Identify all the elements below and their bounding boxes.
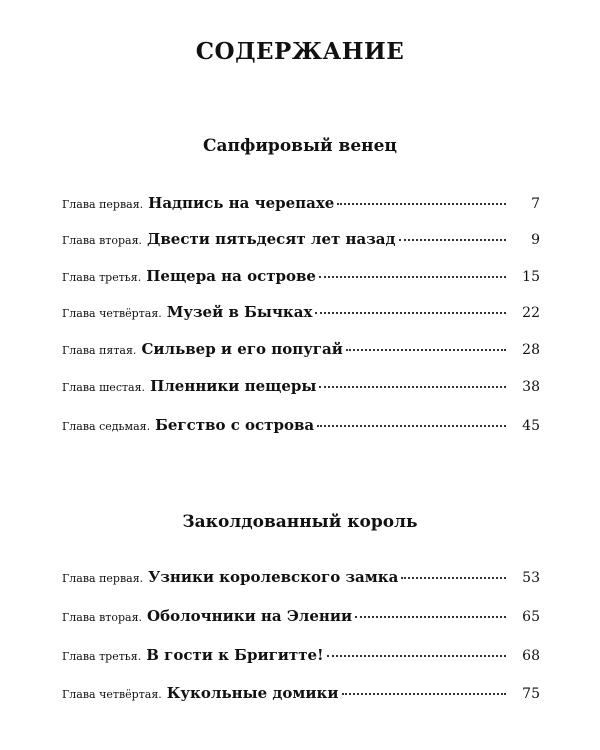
toc-entry[interactable] xyxy=(62,607,540,625)
toc-entry[interactable] xyxy=(62,267,540,285)
section-title: Сапфировый венец xyxy=(203,136,397,156)
page-number: 65 xyxy=(522,609,540,625)
chapter-title: Двести пятьдесят лет назад xyxy=(147,230,396,248)
chapter-title: Кукольные домики xyxy=(166,684,339,702)
chapter-title: Узники королевского замка xyxy=(148,568,399,586)
page-number: 38 xyxy=(522,379,540,395)
chapter-title: Пещера на острове xyxy=(146,267,316,285)
dot-leader xyxy=(337,203,506,205)
page-number: 75 xyxy=(522,686,540,702)
chapter-label: Глава четвёртая. xyxy=(62,688,162,701)
chapter-title: В гости к Бригитте! xyxy=(146,646,324,664)
dot-leader xyxy=(342,693,506,695)
chapter-label: Глава четвёртая. xyxy=(62,307,162,320)
page-title: СОДЕРЖАНИЕ xyxy=(195,38,405,65)
toc-entry[interactable] xyxy=(62,340,540,358)
page-number: 68 xyxy=(522,648,540,664)
page-number: 53 xyxy=(522,570,540,586)
chapter-label: Глава вторая. xyxy=(62,611,143,624)
dot-leader xyxy=(355,616,506,618)
toc-entry[interactable] xyxy=(62,416,540,434)
chapter-label: Глава вторая. xyxy=(62,234,143,247)
chapter-label: Глава третья. xyxy=(62,650,142,663)
page-number: 7 xyxy=(531,196,540,212)
page-number: 9 xyxy=(531,232,540,248)
toc-entry[interactable] xyxy=(62,646,540,664)
page-number: 28 xyxy=(522,342,540,358)
chapter-label: Глава третья. xyxy=(62,271,142,284)
chapter-title: Бегство с острова xyxy=(155,416,315,434)
chapter-title: Сильвер и его попугай xyxy=(141,340,343,358)
toc-entry[interactable] xyxy=(62,303,540,321)
toc-entry[interactable] xyxy=(62,194,540,212)
chapter-title: Оболочники на Элении xyxy=(147,607,353,625)
chapter-title: Надпись на черепахе xyxy=(148,194,335,212)
chapter-label: Глава седьмая. xyxy=(62,420,151,433)
toc-entry[interactable] xyxy=(62,684,540,702)
dot-leader xyxy=(319,276,506,278)
toc-entry[interactable] xyxy=(62,230,540,248)
chapter-label: Глава пятая. xyxy=(62,344,137,357)
chapter-label: Глава шестая. xyxy=(62,381,146,394)
dot-leader xyxy=(346,349,506,351)
page-number: 45 xyxy=(522,418,540,434)
chapter-title: Пленники пещеры xyxy=(150,377,317,395)
chapter-title: Музей в Бычках xyxy=(166,303,313,321)
dot-leader xyxy=(317,425,506,427)
dot-leader xyxy=(315,312,506,314)
chapter-label: Глава первая. xyxy=(62,572,144,585)
page-number: 15 xyxy=(522,269,540,285)
dot-leader xyxy=(327,655,506,657)
toc-entry[interactable] xyxy=(62,568,540,586)
page-number: 22 xyxy=(522,305,540,321)
chapter-label: Глава первая. xyxy=(62,198,144,211)
dot-leader xyxy=(401,577,506,579)
dot-leader xyxy=(399,239,506,241)
toc-entry[interactable] xyxy=(62,377,540,395)
dot-leader xyxy=(319,386,506,388)
section-title: Заколдованный король xyxy=(182,512,418,532)
